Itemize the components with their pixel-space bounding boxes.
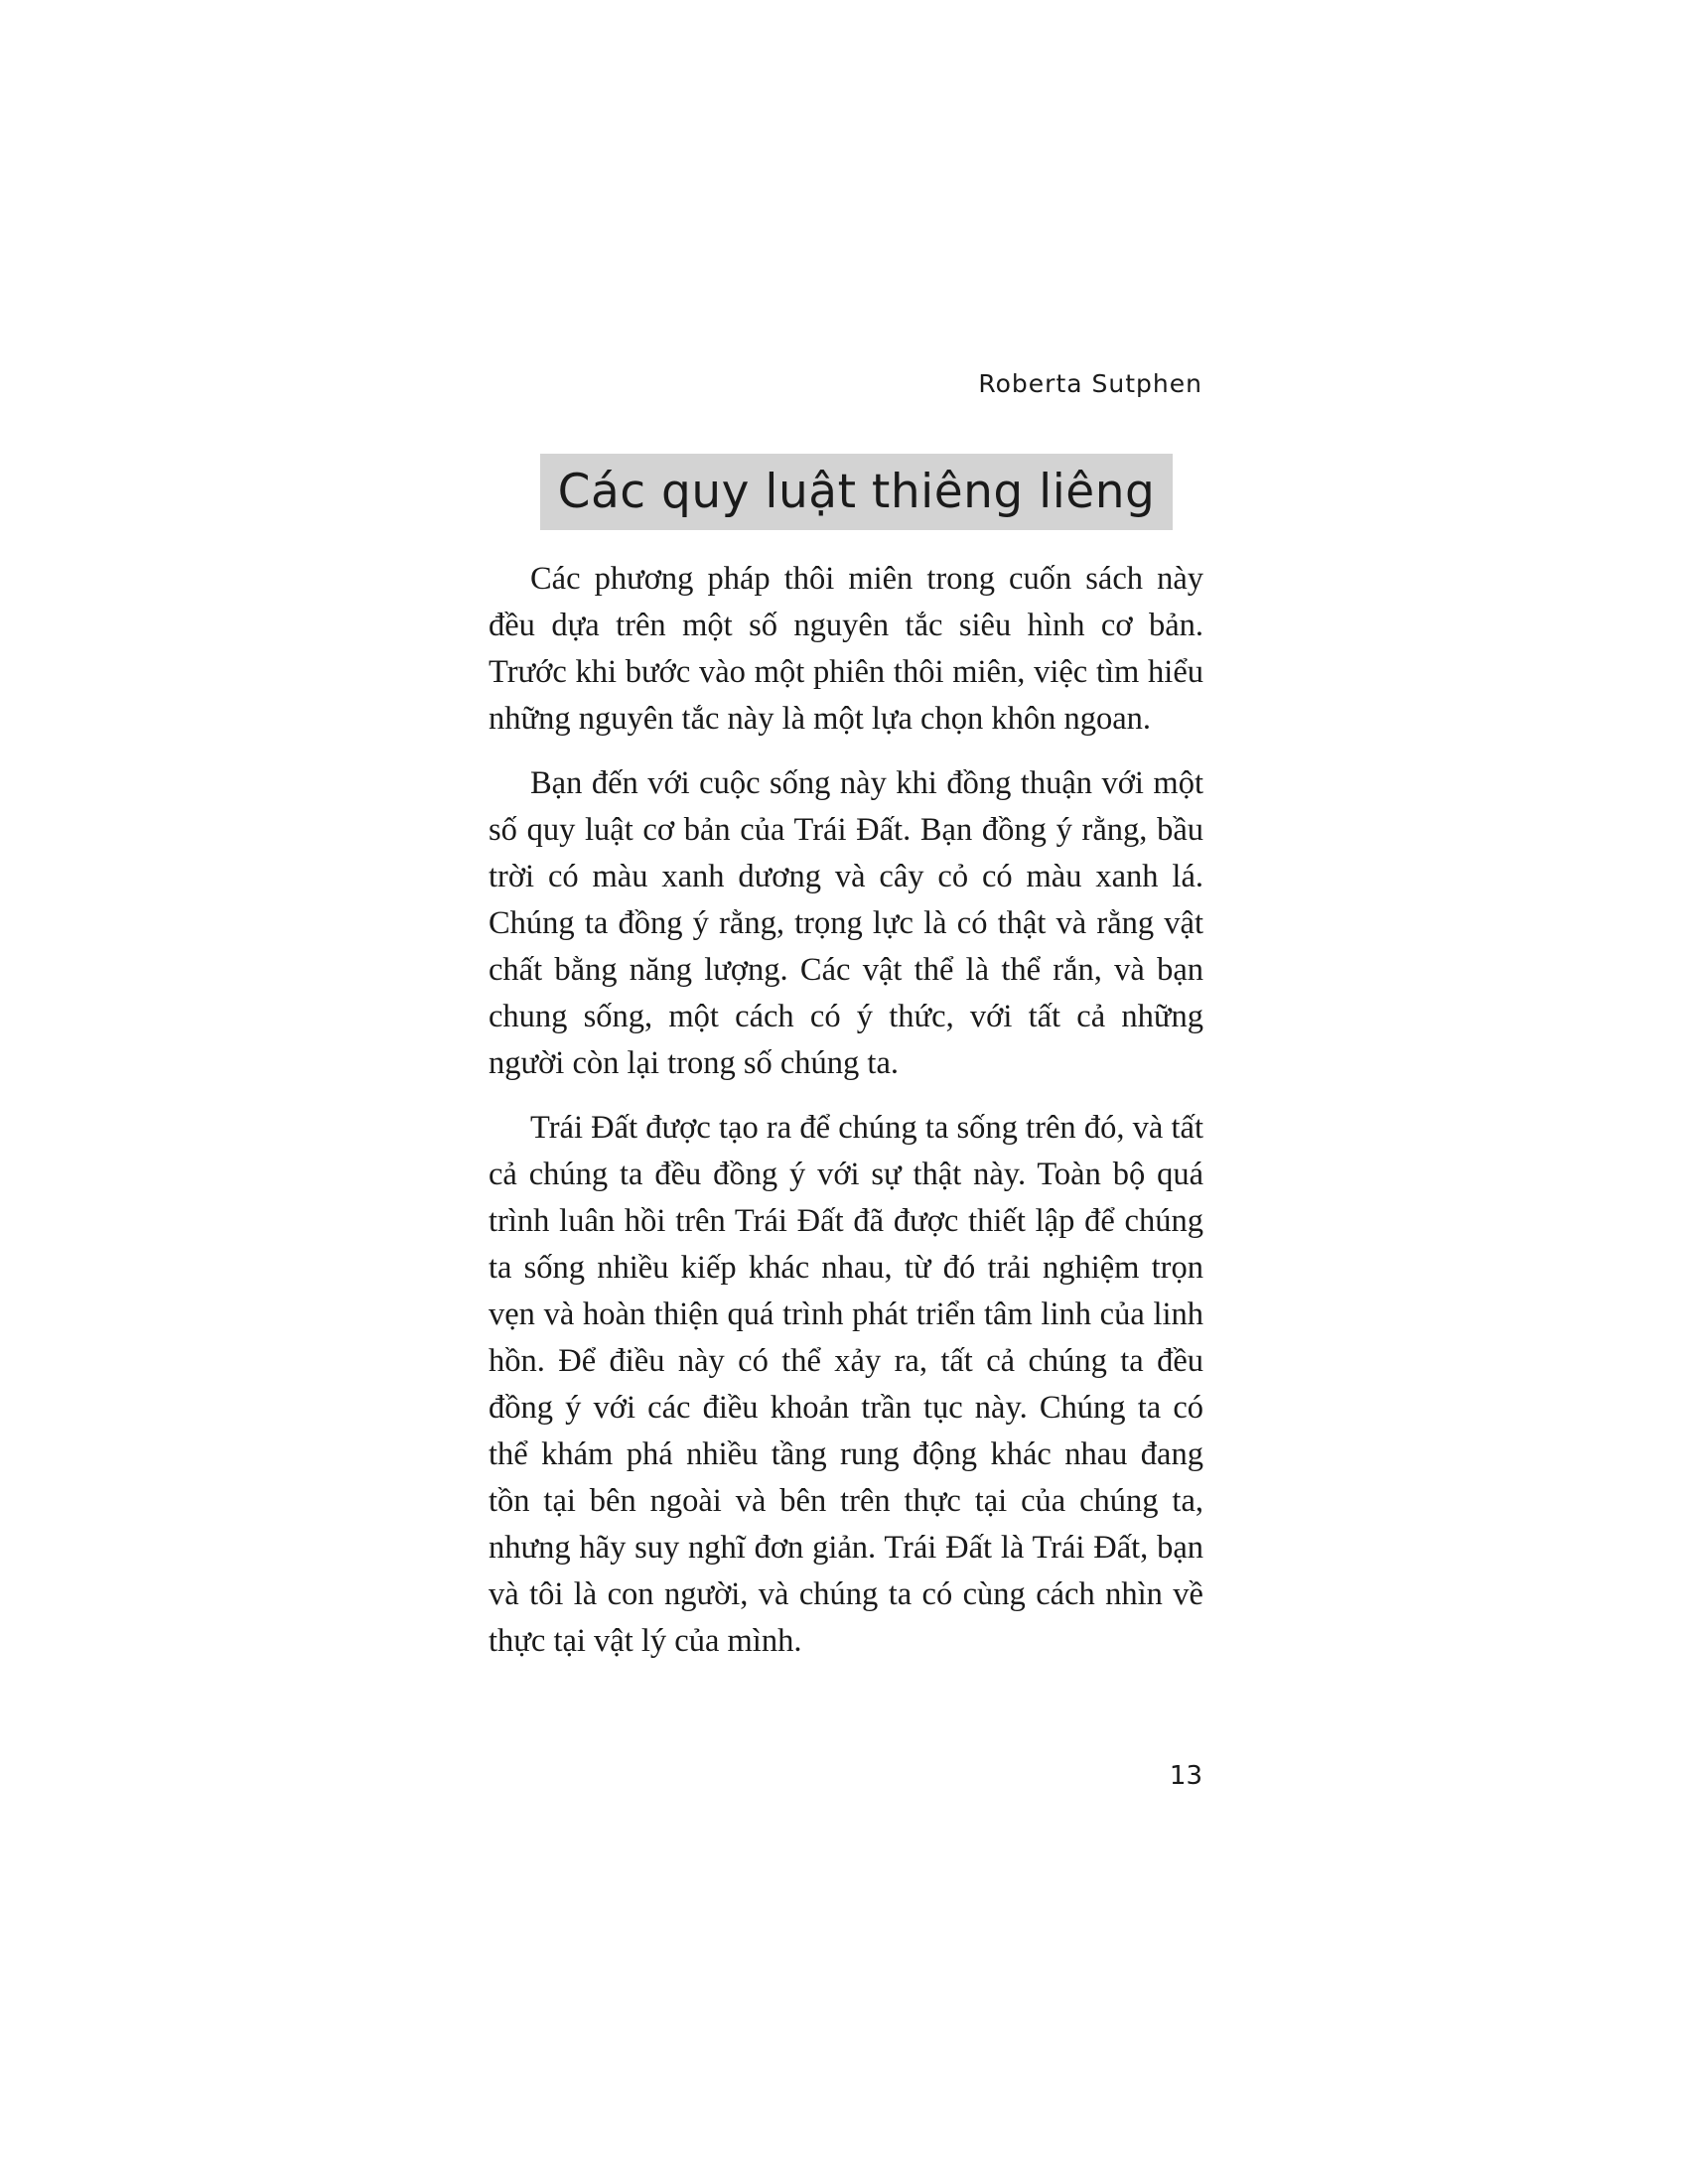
paragraph: Bạn đến với cuộc sống này khi đồng thuận với một số quy luật cơ bản của Trái Đất. Bạn đồng ý rằng, bầu trời có màu xanh dương và cây cỏ có màu xanh lá. Chúng ta đồng ý rằng, trọng lực là có thật và rằng vật chất bằng năng lượng. Các vật thể là thể rắn, và bạn chung sống, một cách có ý thức, với tất cả những người còn lại trong số chúng ta. [489,765,1203,1081]
running-head-author: Roberta Sutphen [978,369,1202,398]
paragraph: Các phương pháp thôi miên trong cuốn sách này đều dựa trên một số nguyên tắc siêu hình cơ bản. Trước khi bước vào một phiên thôi miên, việc tìm hiểu những nguyên tắc này là một lựa chọn khôn ngoan. [489,561,1203,737]
chapter-title-box [540,454,1173,530]
page-number: 13 [1169,1761,1202,1791]
chapter-title: Các quy luật thiêng liêng [557,465,1156,519]
body-text [489,556,1203,1683]
paragraph: Trái Đất được tạo ra để chúng ta sống trên đó, và tất cả chúng ta đều đồng ý với sự thật này. Toàn bộ quá trình luân hồi trên Trái Đất đã được thiết lập để chúng ta sống nhiều kiếp khác nhau, từ đó trải nghiệm trọn vẹn và hoàn thiện quá trình phát triển tâm linh của linh hồn. Để điều này có thể xảy ra, tất cả chúng ta đều đồng ý với các điều khoản trần tục này. Chúng ta có thể khám phá nhiều tầng rung động khác nhau đang tồn tại bên ngoài và bên trên thực tại của chúng ta, nhưng hãy suy nghĩ đơn giản. Trái Đất là Trái Đất, bạn và tôi là con người, và chúng ta có cùng cách nhìn về thực tại vật lý của mình. [489,1110,1203,1659]
